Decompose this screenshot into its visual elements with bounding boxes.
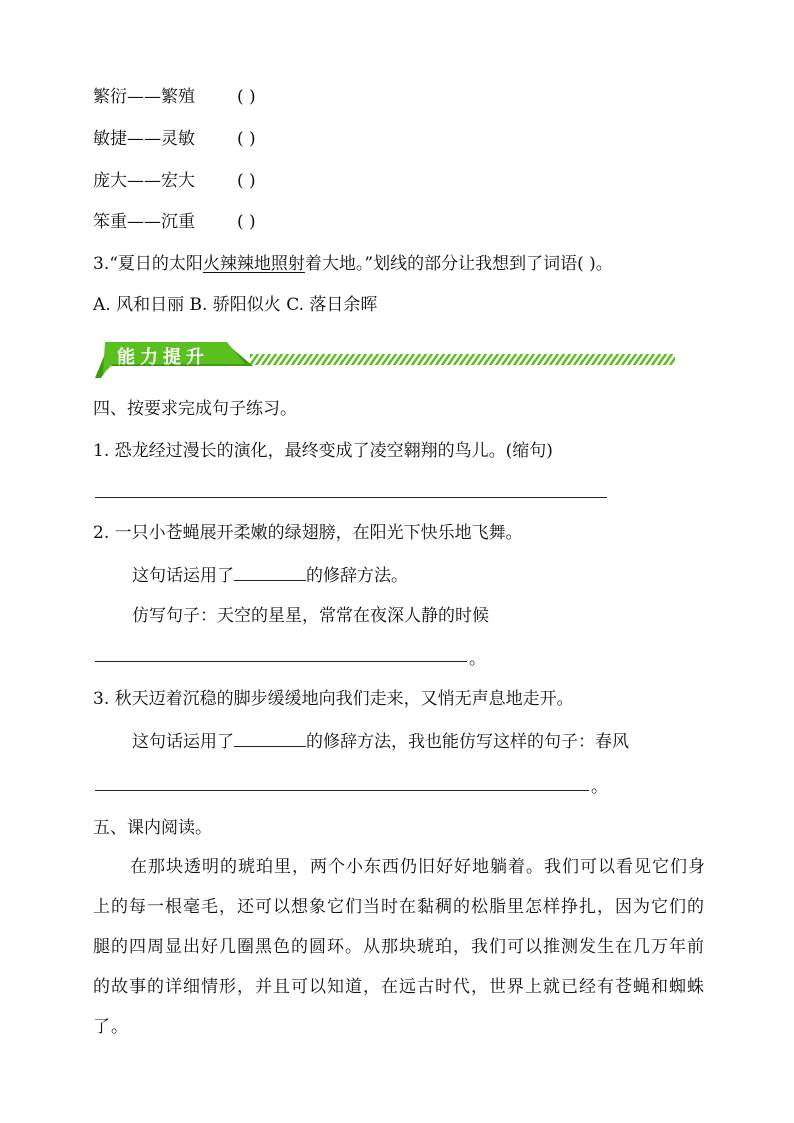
section-4-item-1: 1. 恐龙经过漫长的演化，最终变成了凌空翱翔的鸟儿。(缩句) [93,441,553,461]
banner-title: 能力提升 [117,347,209,368]
word-pair-text: 繁衍——繁殖 [93,87,195,107]
section-5-heading: 五、课内阅读。 [93,818,212,838]
question-3-post: 着大地。”划线的部分让我想到了词语( )。 [304,254,613,274]
answer-line-1[interactable] [95,497,607,498]
section-4-item-2: 2. 一只小苍蝇展开柔嫩的绿翅膀，在阳光下快乐地飞舞。 [93,523,523,543]
answer-line-2[interactable] [95,661,467,662]
question-3-underlined: 火辣辣地照射 [202,254,305,274]
answer-parens[interactable]: ( ) [237,212,256,232]
answer-line-3[interactable] [95,790,589,791]
prompt-text: 的修辞方法，我也能仿写这样的句子：春风 [306,732,629,752]
section-4-item-3: 3. 秋天迈着沉稳的脚步缓缓地向我们走来，又悄无声息地走开。 [93,689,574,709]
question-3-options: A. 风和日丽 B. 骄阳似火 C. 落日余晖 [93,295,378,315]
section-banner [95,336,675,378]
fill-blank[interactable] [234,730,306,747]
section-4-item-3-rhetoric [132,730,629,753]
word-pair-text: 庞大——宏大 [93,171,195,191]
banner-stripe [250,354,675,365]
answer-parens[interactable]: ( ) [237,171,256,191]
prompt-text: 的修辞方法。 [306,566,408,586]
end-period: 。 [591,777,608,797]
answer-parens[interactable]: ( ) [237,129,256,149]
reading-passage: 在那块透明的琥珀里，两个小东西仍旧好好地躺着。我们可以看见它们身上的每一根毫毛，还可以想象它们当时在黏稠的松脂里怎样挣扎，因为它们的腿的四周显出好几圈黑色的圆环。从那块琥珀，我们可以推测发生在几万年前的故事的详细情形，并且可以知道，在远古时代，世界上就已经有苍蝇和蜘蛛了。 [93,857,706,1037]
end-period: 。 [469,649,486,669]
word-pair-text: 笨重——沉重 [93,212,195,232]
word-pair-text: 敏捷——灵敏 [93,129,195,149]
question-3 [93,253,613,275]
fill-blank[interactable] [234,564,306,581]
prompt-text: 这句话运用了 [132,566,234,586]
prompt-text: 这句话运用了 [132,732,234,752]
section-4-item-2-imitate: 仿写句子：天空的星星，常常在夜深人静的时候 [132,606,489,626]
section-4-heading: 四、按要求完成句子练习。 [93,399,297,419]
section-4-item-2-rhetoric [132,564,408,587]
question-3-pre: 3.“夏日的太阳 [93,254,203,274]
answer-parens[interactable]: ( ) [237,87,256,107]
